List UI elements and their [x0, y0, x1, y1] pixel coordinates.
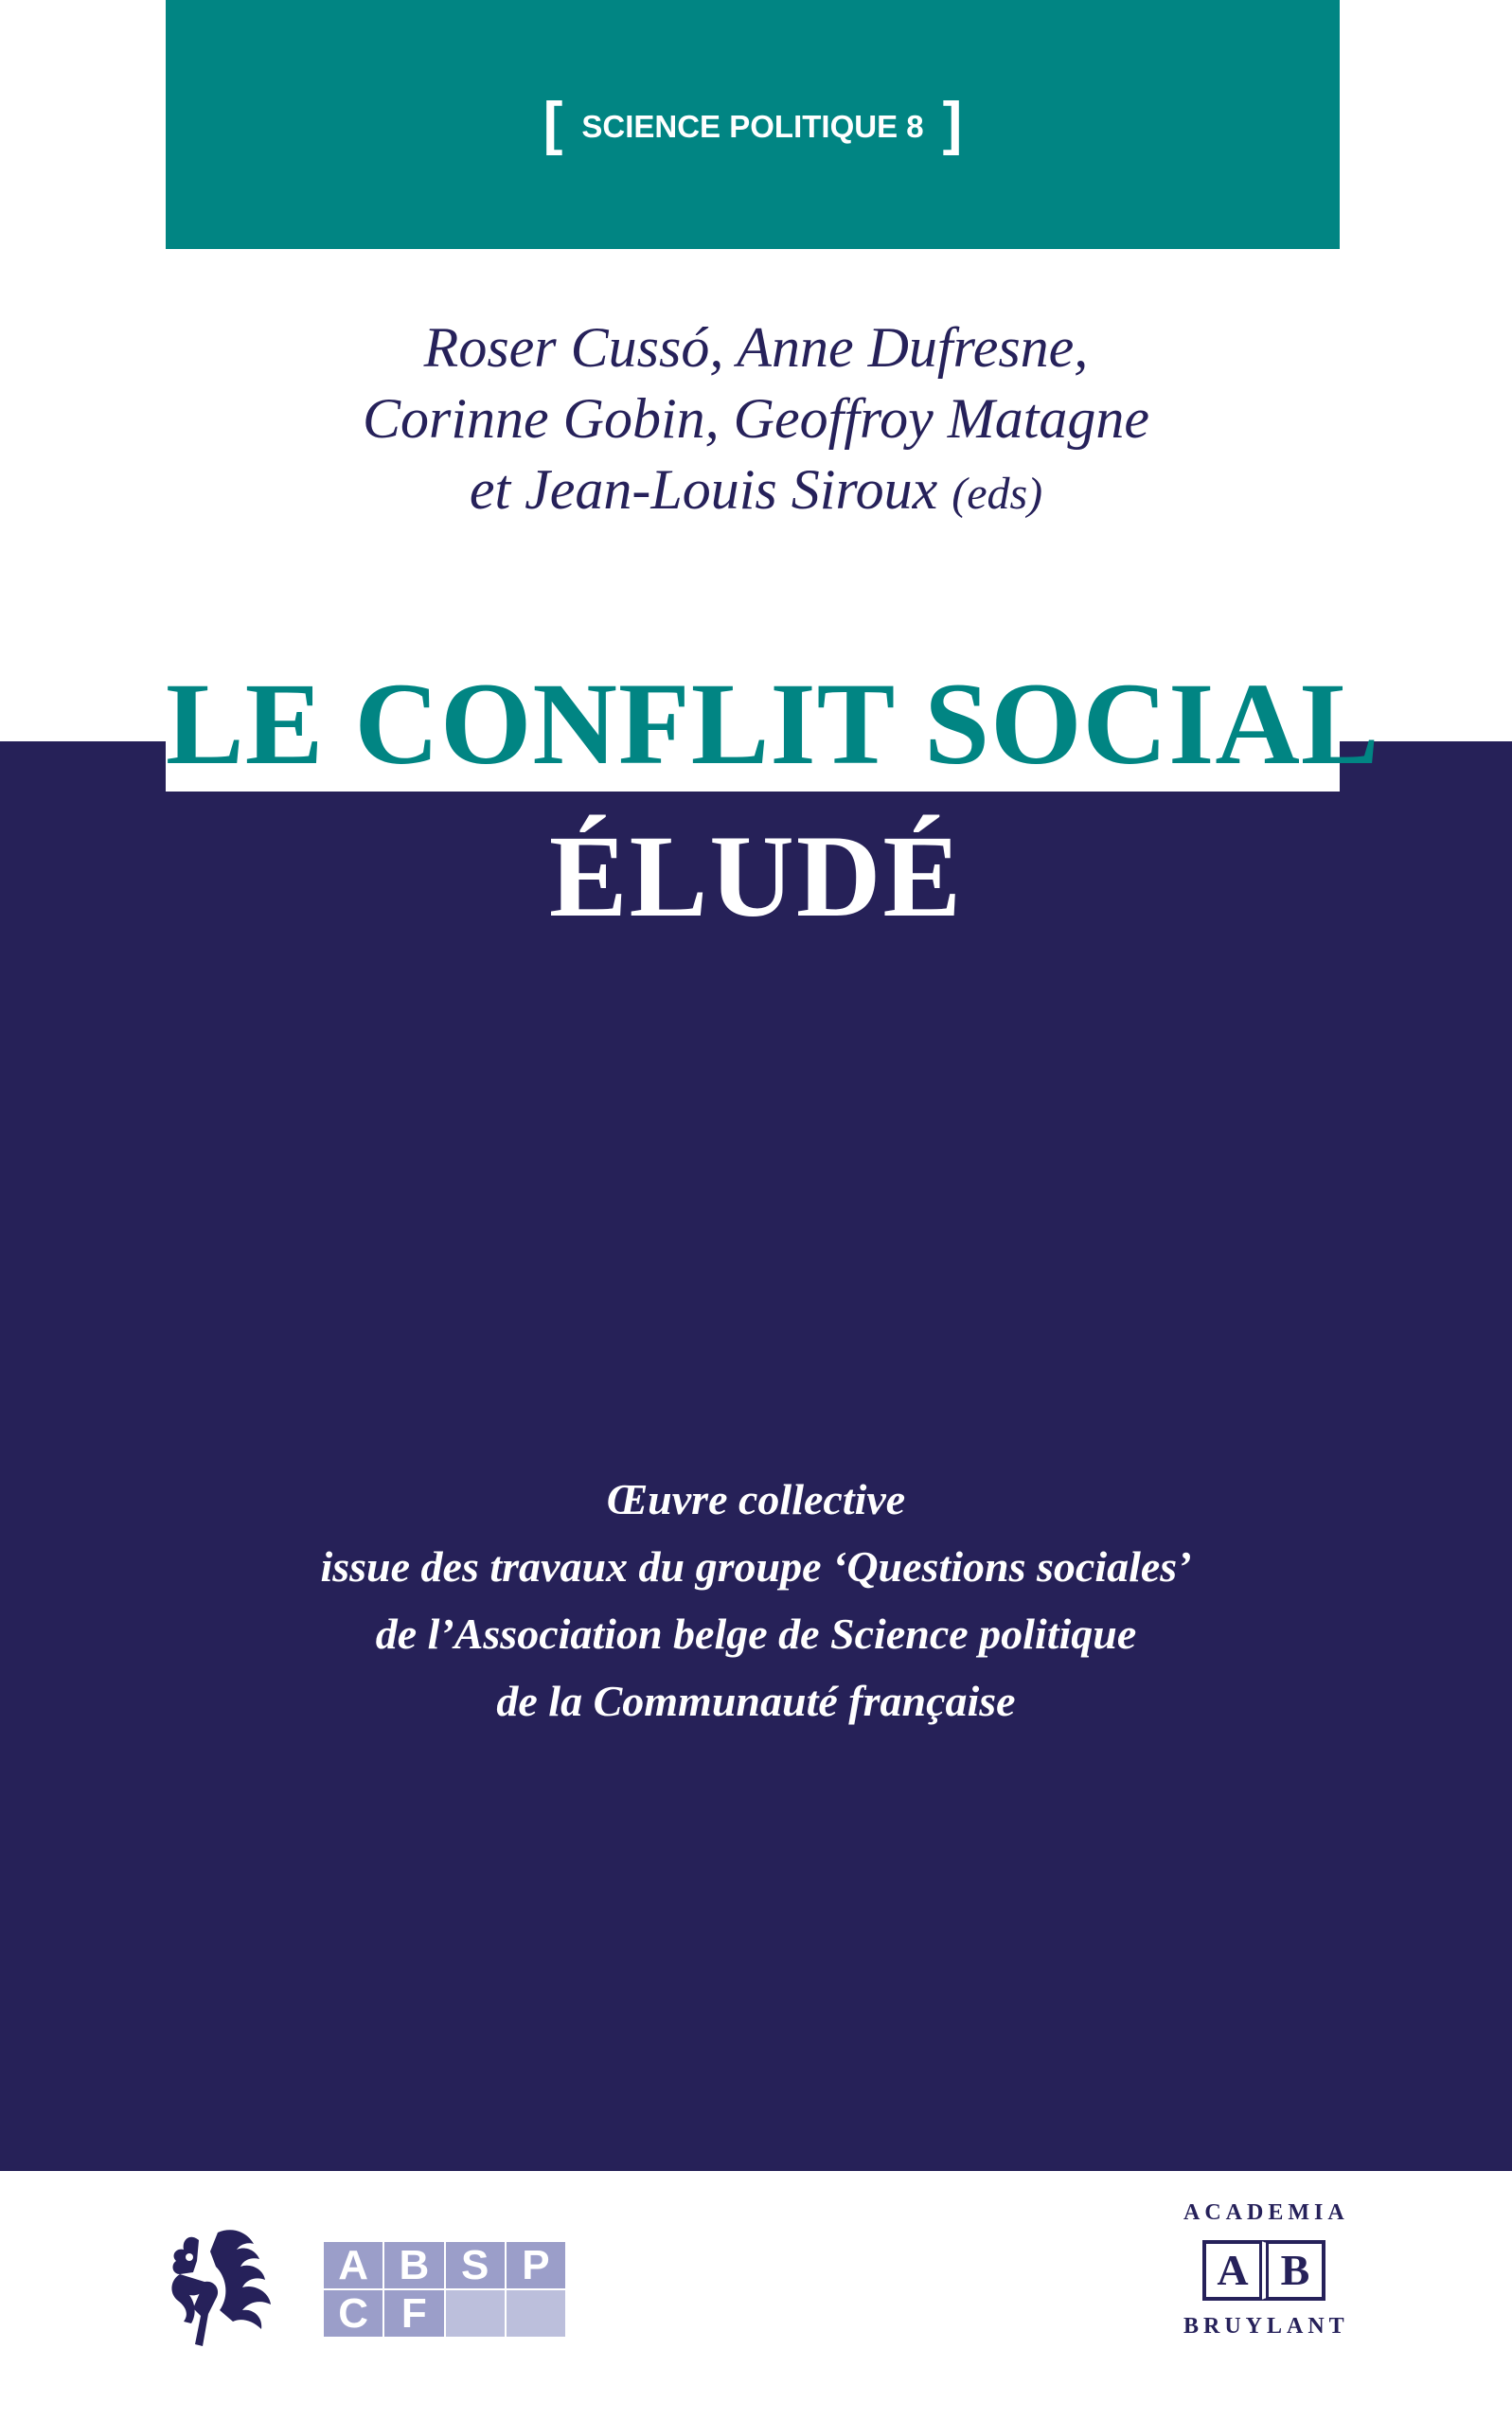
description-line: Œuvre collective [606, 1475, 906, 1523]
absp-blank-cell [446, 2290, 505, 2337]
absp-letter: S [446, 2242, 505, 2288]
publisher-letter-b: B [1259, 2240, 1325, 2301]
authors [0, 312, 1512, 529]
absp-letter: F [384, 2290, 443, 2337]
description-line: issue des travaux du groupe ‘Questions sociales’ [320, 1542, 1192, 1591]
authors-line-1: Roser Cussó, Anne Dufresne, [423, 316, 1089, 379]
series-band [166, 0, 1340, 249]
description-line: de l’Association belge de Science politique [375, 1610, 1137, 1658]
editors-note: (eds) [952, 469, 1043, 519]
absp-letter: C [324, 2290, 382, 2337]
series-name: SCIENCE POLITIQUE 8 [581, 108, 924, 144]
description-line: de la Communauté française [496, 1677, 1016, 1725]
academia-bruylant-logo [1183, 2198, 1349, 2350]
publisher-top-word: ACADEMIA [1183, 2200, 1349, 2225]
series-bracket-open: [ [543, 90, 563, 156]
authors-line-2: Corinne Gobin, Geoffroy Matagne [362, 387, 1149, 450]
authors-line-3 [0, 454, 1512, 529]
publisher-bottom-word: BRUYLANT [1183, 2314, 1349, 2339]
publisher-letter-a: A [1202, 2240, 1259, 2301]
absp-cf-logo [324, 2242, 565, 2337]
publisher-monogram [1183, 2240, 1344, 2301]
navy-panel [0, 741, 1512, 2171]
rooster-emblem-icon [161, 2223, 284, 2348]
series-label [543, 90, 963, 156]
book-title-line-1: LE CONFLIT SOCIAL [166, 659, 1380, 789]
absp-letter: B [384, 2242, 443, 2288]
absp-letter: P [507, 2242, 565, 2288]
series-bracket-close: ] [942, 90, 963, 156]
authors-line-3-names: et Jean-Louis Siroux [469, 458, 938, 521]
book-title-line-2: ÉLUDÉ [548, 811, 964, 941]
absp-letter: A [324, 2242, 382, 2288]
description [0, 1466, 1512, 1735]
absp-blank-cell [507, 2290, 565, 2337]
